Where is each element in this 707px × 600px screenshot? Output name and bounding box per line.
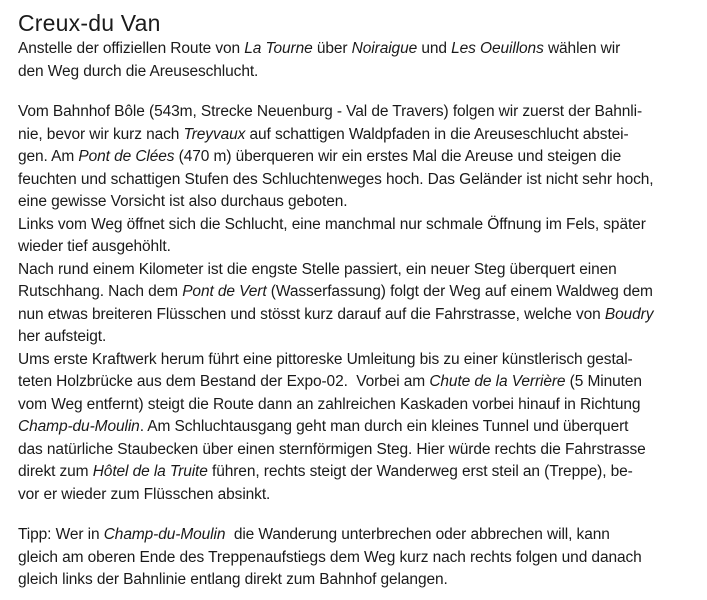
text-line [18, 547, 697, 570]
text-line [18, 461, 697, 484]
text-segment: teten Holzbrücke aus dem Bestand der Expo-02. Vorbei am [18, 373, 430, 390]
text-line [18, 394, 697, 417]
paragraph-tipp [18, 524, 697, 592]
text-segment: gen. Am [18, 148, 79, 165]
text-line [18, 259, 697, 282]
text-segment: Ums erste Kraftwerk herum führt eine pittoreske Umleitung bis zu einer künstlerisch gestal- [18, 350, 633, 368]
text-line [18, 214, 697, 237]
text-segment: eine gewisse Vorsicht ist also durchaus geboten. [18, 193, 348, 210]
document-body [18, 38, 697, 592]
text-line [18, 439, 697, 462]
text-segment: direkt zum [18, 463, 93, 480]
place-name: Pont de Vert [182, 283, 267, 300]
paragraph-route-description [18, 101, 697, 506]
text-segment: Tipp: Wer in [18, 526, 104, 543]
text-line [18, 61, 697, 84]
text-line [18, 304, 697, 327]
text-line [18, 569, 697, 592]
place-name: La Tourne [244, 40, 313, 57]
text-segment: nun etwas breiteren Flüsschen und stösst kurz darauf auf die Fahrstrasse, welche von [18, 305, 605, 323]
text-line [18, 101, 697, 124]
text-segment: (5 Minuten [565, 373, 642, 390]
text-segment: gleich am oberen Ende des Treppenaufstiegs dem Weg kurz nach rechts folgen und danach [18, 548, 642, 566]
text-segment: vom Weg entfernt) steigt die Route dann an zahlreichen Kaskaden vorbei hinauf in Richtung [18, 395, 641, 413]
text-line [18, 124, 697, 147]
text-line [18, 349, 697, 372]
text-line [18, 236, 697, 259]
text-segment: (Wasserfassung) folgt der Weg auf einem Waldweg dem [266, 283, 653, 300]
place-name: Noiraigue [351, 40, 418, 57]
text-segment: (470 m) überqueren wir ein erstes Mal die Areuse und steigen die [174, 148, 622, 165]
text-segment: her aufsteigt. [18, 328, 107, 345]
text-line [18, 169, 697, 192]
text-segment: . Am Schluchtausgang geht man durch ein kleines Tunnel und überquert [139, 418, 629, 435]
text-segment: gleich links der Bahnlinie entlang direkt zum Bahnhof gelangen. [18, 571, 448, 588]
text-segment: auf schattigen Waldpfaden in die Areuseschlucht abstei- [245, 125, 629, 143]
text-segment: Anstelle der offiziellen Route von [18, 40, 245, 57]
text-segment: vor er wieder zum Flüsschen absinkt. [18, 485, 271, 503]
text-segment: feuchten und schattigen Stufen des Schluchtenweges hoch. Das Geländer ist nicht sehr hoch, [18, 170, 654, 188]
text-segment: über [312, 40, 352, 57]
text-line [18, 38, 697, 61]
paragraph-intro [18, 38, 697, 83]
text-segment: nie, bevor wir kurz nach [18, 125, 184, 143]
place-name: Pont de Clées [78, 148, 175, 165]
text-line [18, 281, 697, 304]
text-segment: Rutschhang. Nach dem [18, 283, 183, 300]
text-line [18, 371, 697, 394]
place-name: Chute de la Verrière [429, 373, 566, 390]
place-name: Hôtel de la Truite [92, 463, 208, 480]
text-line [18, 191, 697, 214]
text-line [18, 524, 697, 547]
text-segment: den Weg durch die Areuseschlucht. [18, 62, 259, 80]
text-line [18, 146, 697, 169]
text-segment: und [417, 40, 452, 57]
text-segment: wählen wir [543, 40, 621, 57]
place-name: Champ-du-Moulin [18, 418, 140, 435]
text-segment: wieder tief ausgehöhlt. [18, 238, 171, 255]
text-segment: Vom Bahnhof Bôle (543m, Strecke Neuenburg - Val de Travers) folgen wir zuerst der Bahnli- [18, 103, 643, 120]
place-name: Treyvaux [183, 125, 246, 143]
text-segment: das natürliche Staubecken über einen sternförmigen Steg. Hier würde rechts die Fahrstrasse [18, 440, 646, 458]
text-segment: Links vom Weg öffnet sich die Schlucht, eine manchmal nur schmale Öffnung im Fels, später [18, 215, 646, 233]
text-segment: die Wanderung unterbrechen oder abbrechen will, kann [225, 526, 610, 543]
text-line [18, 326, 697, 349]
text-line [18, 484, 697, 507]
place-name: Boudry [604, 305, 654, 323]
text-line [18, 416, 697, 439]
page-title: Creux-du Van [18, 10, 161, 36]
place-name: Champ-du-Moulin [103, 526, 226, 543]
text-segment: Nach rund einem Kilometer ist die engste Stelle passiert, ein neuer Steg überquert einen [18, 260, 617, 278]
place-name: Les Oeuillons [451, 40, 544, 57]
text-segment: führen, rechts steigt der Wanderweg erst steil an (Treppe), be- [207, 463, 633, 480]
